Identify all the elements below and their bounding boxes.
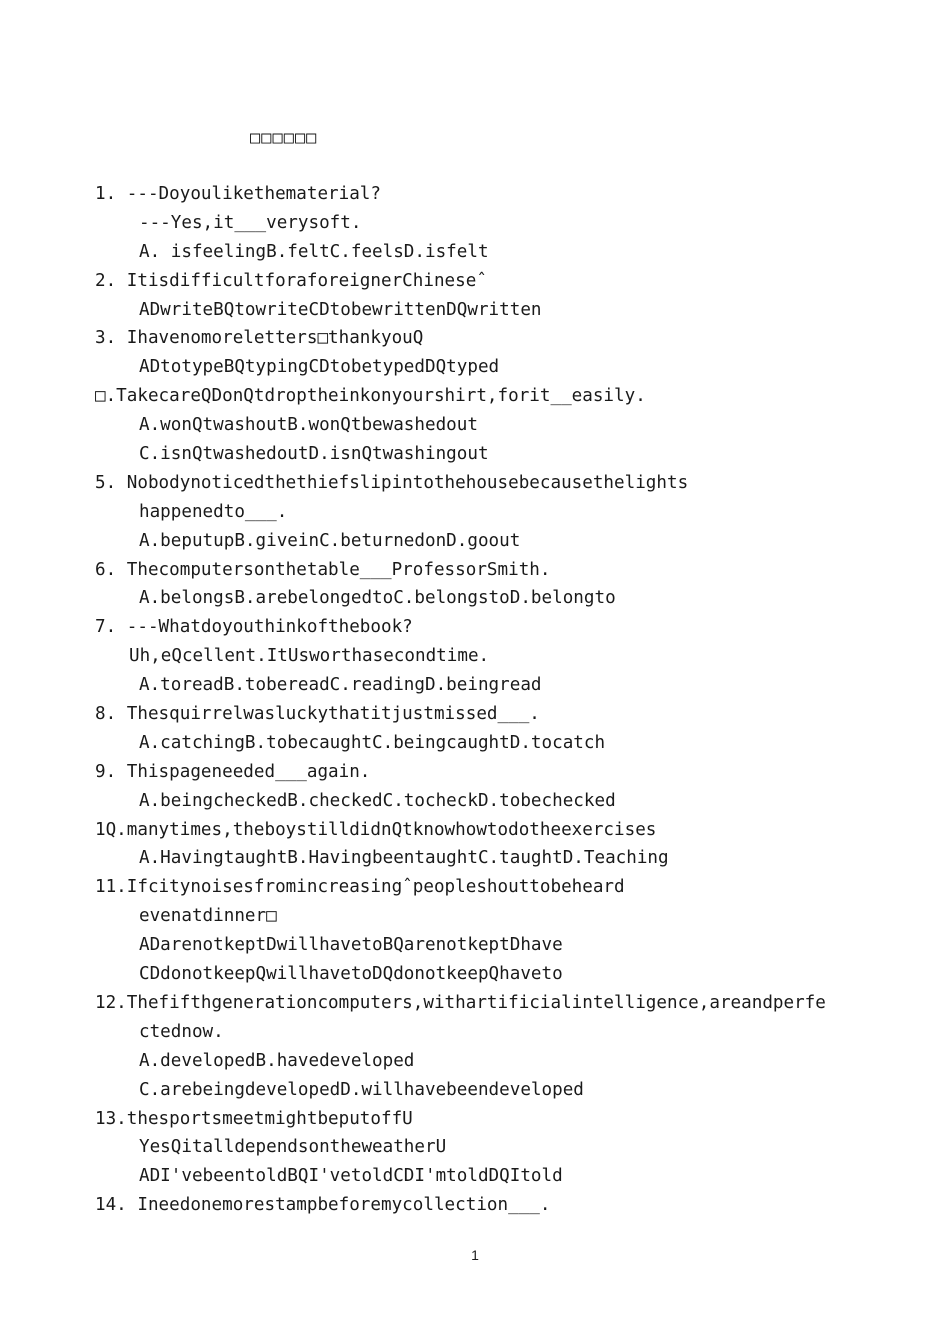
exercise-line: 11.Ifcitynoisesfromincreasingˆpeopleshouttobeheard bbox=[95, 877, 625, 898]
exercise-line: 1. ---Doyoulikethematerial? bbox=[95, 184, 381, 204]
exercise-line: ctednow. bbox=[139, 1021, 224, 1042]
exercise-line: A.beputupB.giveinC.beturnedonD.goout bbox=[139, 530, 521, 551]
exercise-line: A. isfeelingB.feltC.feelsD.isfelt bbox=[139, 241, 489, 262]
exercise-line: 9. Thispageneeded___again. bbox=[95, 761, 371, 782]
exercise-line: Uh,eQcellent.ItUsworthasecondtime. bbox=[129, 646, 490, 667]
page-heading: □□□□□□ bbox=[250, 128, 318, 148]
exercise-line: 2. ItisdifficultforaforeignerChineseˆ bbox=[95, 270, 487, 291]
exercise-line: A.HavingtaughtB.HavingbeentaughtC.taughtD.Teaching bbox=[139, 848, 669, 869]
exercise-line: ADtotypeBQtypingCDtobetypedDQtyped bbox=[139, 357, 500, 378]
exercise-line: YesQitalldependsontheweatherU bbox=[139, 1137, 447, 1158]
exercise-line: CDdonotkeepQwillhavetoDQdonotkeepQhaveto bbox=[139, 964, 563, 985]
exercise-line: A.toreadB.tobereadC.readingD.beingread bbox=[139, 675, 542, 696]
exercise-line: ADarenotkeptDwillhavetoBQarenotkeptDhave bbox=[139, 935, 563, 956]
exercise-line: 6. Thecomputersonthetable___ProfessorSmith. bbox=[95, 559, 551, 580]
exercise-line: 8. Thesquirrelwasluckythatitjustmissed___. bbox=[95, 704, 540, 725]
exercise-list bbox=[95, 180, 915, 1220]
exercise-line: ADI'vebeentoldBQI'vetoldCDI'mtoldDQItold bbox=[139, 1166, 563, 1187]
exercise-line: A.beingcheckedB.checkedC.tocheckD.tobechecked bbox=[139, 790, 616, 811]
exercise-line: □.TakecareQDonQtdroptheinkonyourshirt,forit__easily. bbox=[95, 386, 646, 407]
exercise-line: 5. Nobodynoticedthethiefslipintothehousebecausethelights bbox=[95, 472, 689, 493]
exercise-line: happenedto___. bbox=[139, 501, 288, 522]
exercise-line: 3. Ihavenomoreletters□thankyouQ bbox=[95, 328, 424, 349]
exercise-line: 12.Thefifthgenerationcomputers,withartificialintelligence,areandperfe bbox=[95, 992, 826, 1013]
exercise-line: 7. ---Whatdoyouthinkofthebook? bbox=[95, 617, 413, 638]
exercise-line: A.belongsB.arebelongedtoC.belongstoD.belongto bbox=[139, 588, 616, 609]
exercise-line: ---Yes,it___verysoft. bbox=[139, 212, 362, 233]
exercise-line: A.catchingB.tobecaughtC.beingcaughtD.tocatch bbox=[139, 732, 606, 753]
page-number: 1 bbox=[471, 1247, 479, 1263]
exercise-line: A.wonQtwashoutB.wonQtbewashedout bbox=[139, 415, 478, 436]
exercise-line: 1Q.manytimes,theboystilldidnQtknowhowtodotheexercises bbox=[95, 819, 657, 840]
exercise-line: 14. Ineedonemorestampbeforemycollection___. bbox=[95, 1195, 551, 1216]
exercise-line: evenatdinner□ bbox=[139, 906, 277, 927]
exercise-line: 13.thesportsmeetmightbeputoffU bbox=[95, 1108, 413, 1129]
exercise-line: C.isnQtwashedoutD.isnQtwashingout bbox=[139, 444, 489, 465]
exercise-line: A.developedB.havedeveloped bbox=[139, 1050, 415, 1071]
exercise-line: ADwriteBQtowriteCDtobewrittenDQwritten bbox=[139, 299, 542, 320]
exercise-line: C.arebeingdevelopedD.willhavebeendeveloped bbox=[139, 1079, 584, 1100]
